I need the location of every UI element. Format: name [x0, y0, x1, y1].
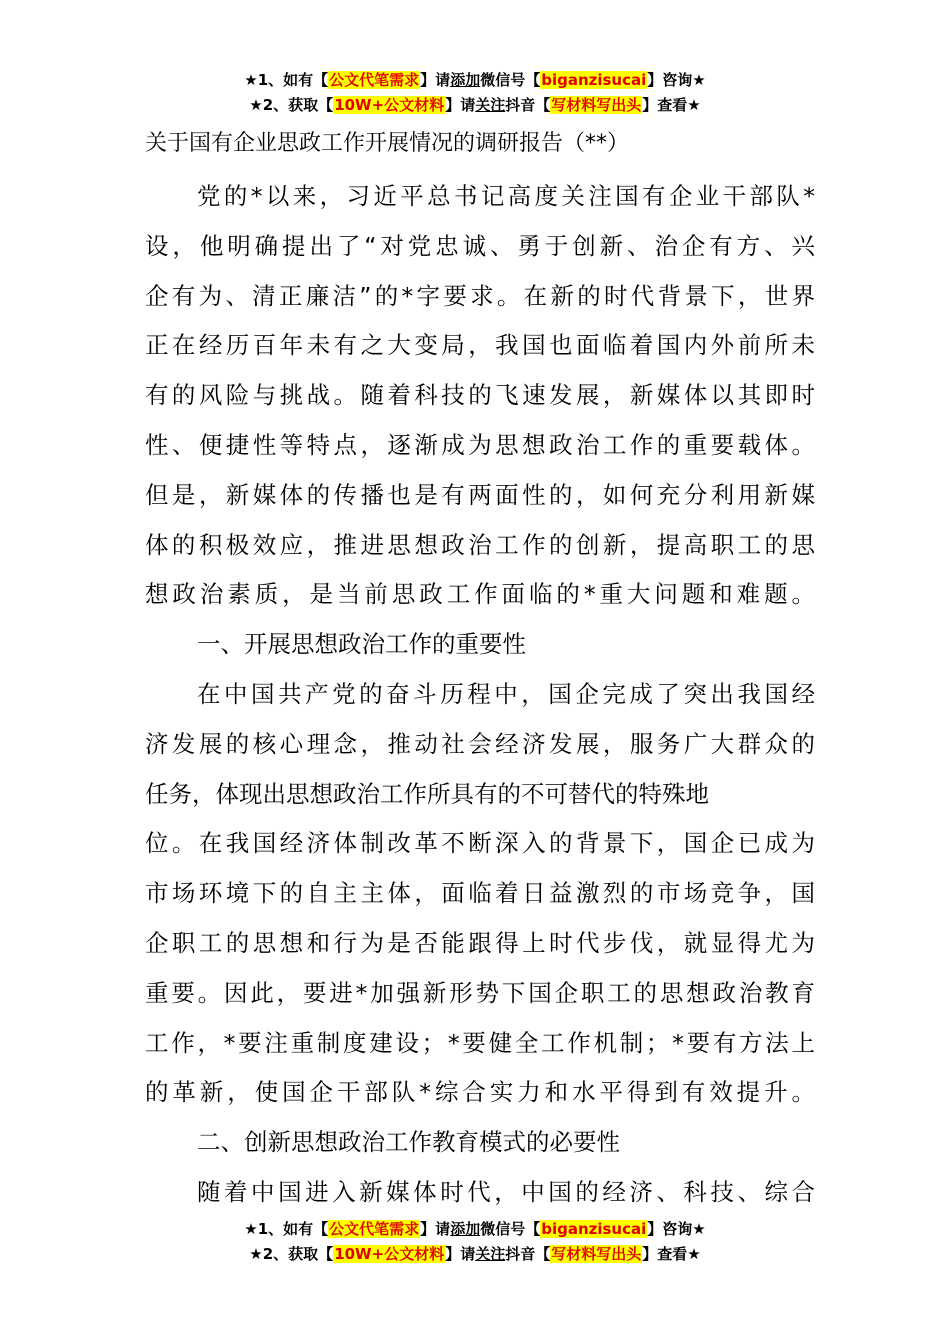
banner-text: 】请 — [445, 1245, 476, 1263]
body-line-text: 性、便捷性等特点，逐渐成为思想政治工作的重要载体。 — [145, 430, 819, 459]
body-line-text: 二、创新思想政治工作教育模式的必要性 — [197, 1128, 620, 1157]
body-line-text: 的革新，使国企干部队*综合实力和水平得到有效提升。 — [145, 1078, 819, 1107]
body-line — [145, 172, 819, 222]
body-line — [145, 770, 815, 820]
banner-text: ★1、如有【 — [244, 71, 329, 89]
banner-text: 微信号【 — [480, 71, 541, 89]
body-line — [145, 969, 818, 1019]
body-line — [145, 670, 819, 720]
banner-line-1 — [0, 1217, 950, 1242]
body-line — [145, 272, 819, 322]
body-line — [145, 620, 815, 670]
body-line — [145, 371, 819, 421]
banner-text: 】咨询★ — [647, 1220, 706, 1238]
footer-banner — [0, 1217, 950, 1267]
banner-text: 】查看★ — [642, 96, 701, 114]
body-line-text: 有的风险与挑战。随着科技的飞速发展，新媒体以其即时 — [145, 381, 819, 410]
banner-highlight-materials: 10W+公文材料 — [334, 96, 445, 114]
banner-highlight-service: 公文代笔需求 — [329, 1220, 420, 1238]
body-line-text: 但是，新媒体的传播也是有两面性的，如何充分利用新媒 — [145, 480, 819, 509]
banner-text: ★1、如有【 — [244, 1220, 329, 1238]
body-line — [145, 222, 819, 272]
banner-underlined-text: 关注 — [475, 96, 506, 114]
body-line-text: 工作，*要注重制度建设；*要健全工作机制；*要有方法上 — [145, 1028, 818, 1057]
body-line — [145, 1019, 818, 1069]
body-line-text: 位。在我国经济体制改革不断深入的背景下，国企已成为 — [145, 829, 819, 858]
banner-text: 抖音【 — [505, 96, 551, 114]
body-line — [145, 471, 819, 521]
banner-highlight-douyin-id: 写材料写出头 — [551, 96, 642, 114]
banner-line-2 — [0, 1242, 950, 1267]
body-line — [145, 869, 819, 919]
banner-line-1 — [0, 68, 950, 93]
body-line-text: 市场环境下的自主主体，面临着日益激烈的市场竞争，国 — [145, 879, 819, 908]
body-line — [145, 1118, 815, 1168]
banner-highlight-wechat-id: biganzisucai — [541, 71, 647, 89]
body-line — [145, 421, 819, 471]
header-banner — [0, 68, 950, 118]
body-line-text: 济发展的核心理念，推动社会经济发展，服务广大群众的 — [145, 729, 819, 758]
body-line — [145, 570, 819, 620]
body-line — [145, 1068, 819, 1118]
body-line-text: 随着中国进入新媒体时代，中国的经济、科技、综合 — [197, 1177, 819, 1206]
body-line — [145, 1168, 819, 1218]
banner-underlined-text: 添加 — [450, 1220, 481, 1238]
document-title: 关于国有企业思政工作开展情况的调研报告（**） — [145, 131, 630, 156]
body-line-text: 任务，体现出思想政治工作所具有的不可替代的特殊地 — [145, 779, 709, 808]
body-line-text: 想政治素质，是当前思政工作面临的*重大问题和难题。 — [145, 580, 819, 609]
body-line-text: 正在经历百年未有之大变局，我国也面临着国内外前所未 — [145, 331, 819, 360]
banner-text: ★2、获取【 — [249, 1245, 334, 1263]
body-line — [145, 919, 819, 969]
banner-highlight-service: 公文代笔需求 — [329, 71, 420, 89]
document-body — [145, 172, 819, 1218]
body-line-text: 一、开展思想政治工作的重要性 — [197, 630, 526, 659]
banner-text: ★2、获取【 — [249, 96, 334, 114]
body-line — [145, 720, 819, 770]
banner-highlight-materials: 10W+公文材料 — [334, 1245, 445, 1263]
banner-text: 】咨询★ — [647, 71, 706, 89]
banner-text: 】查看★ — [642, 1245, 701, 1263]
banner-text: 微信号【 — [480, 1220, 541, 1238]
banner-highlight-douyin-id: 写材料写出头 — [551, 1245, 642, 1263]
body-line-text: 在中国共产党的奋斗历程中，国企完成了突出我国经 — [197, 679, 819, 708]
body-line — [145, 819, 819, 869]
banner-highlight-wechat-id: biganzisucai — [541, 1220, 647, 1238]
body-line-text: 重要。因此，要进*加强新形势下国企职工的思想政治教育 — [145, 978, 818, 1007]
body-line-text: 设，他明确提出了“对党忠诚、勇于创新、治企有方、兴 — [145, 231, 819, 260]
banner-text: 】请 — [420, 71, 451, 89]
body-line-text: 企职工的思想和行为是否能跟得上时代步伐，就显得尤为 — [145, 928, 819, 957]
banner-underlined-text: 关注 — [475, 1245, 506, 1263]
banner-line-2 — [0, 93, 950, 118]
banner-text: 】请 — [445, 96, 476, 114]
body-line-text: 党的*以来，习近平总书记高度关注国有企业干部队* — [197, 182, 819, 210]
banner-underlined-text: 添加 — [450, 71, 481, 89]
banner-text: 】请 — [420, 1220, 451, 1238]
banner-text: 抖音【 — [505, 1245, 551, 1263]
body-line — [145, 321, 819, 371]
body-line — [145, 521, 819, 571]
body-line-text: 体的积极效应，推进思想政治工作的创新，提高职工的思 — [145, 530, 819, 559]
body-line-text: 企有为、清正廉洁”的*字要求。在新的时代背景下，世界 — [145, 281, 819, 310]
